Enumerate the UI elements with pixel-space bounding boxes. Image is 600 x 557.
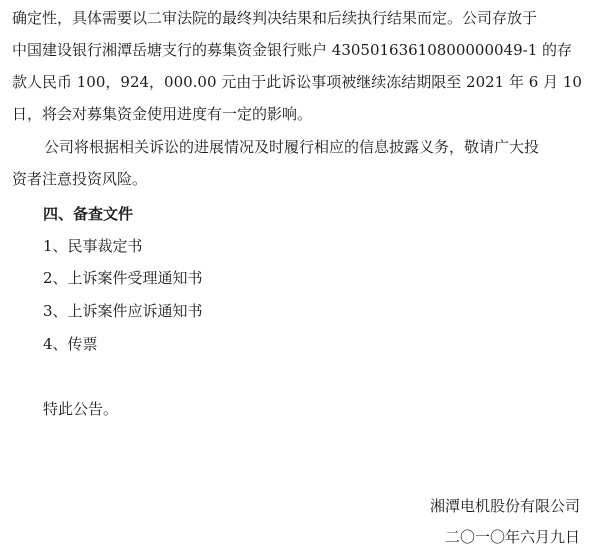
- signature-date: 二〇一〇年六月九日: [444, 528, 580, 546]
- paragraph-litigation-impact: [12, 2, 590, 130]
- attachment-item: 4、传票: [43, 335, 98, 353]
- attachment-item: 1、民事裁定书: [43, 237, 143, 255]
- closing-remark: 特此公告。: [43, 400, 119, 418]
- paragraph-line: 公司将根据相关诉讼的进展情况及时履行相应的信息披露义务，敬请广大投: [44, 138, 540, 156]
- signature-company: 湘潭电机股份有限公司: [429, 497, 580, 515]
- paragraph-line: 资者注意投资风险。: [12, 170, 148, 188]
- attachment-item: 3、上诉案件应诉通知书: [43, 302, 203, 320]
- paragraph-line: 日，将会对募集资金使用进度有一定的影响。: [12, 105, 313, 123]
- paragraph-line: 中国建设银行湘潭岳塘支行的募集资金银行账户 43050163610800000049-1 的存: [12, 41, 573, 59]
- paragraph-line: 确定性，具体需要以二审法院的最终判决结果和后续执行结果而定。公司存放于: [12, 9, 538, 27]
- attachment-item: 2、上诉案件受理通知书: [43, 269, 203, 287]
- section-heading: 四、备查文件: [43, 205, 134, 223]
- paragraph-disclosure-notice: [12, 131, 590, 195]
- paragraph-line: 款人民币 100，924，000.00 元由于此诉讼事项被继续冻结期限至 2021 年 6 月 10: [12, 73, 582, 91]
